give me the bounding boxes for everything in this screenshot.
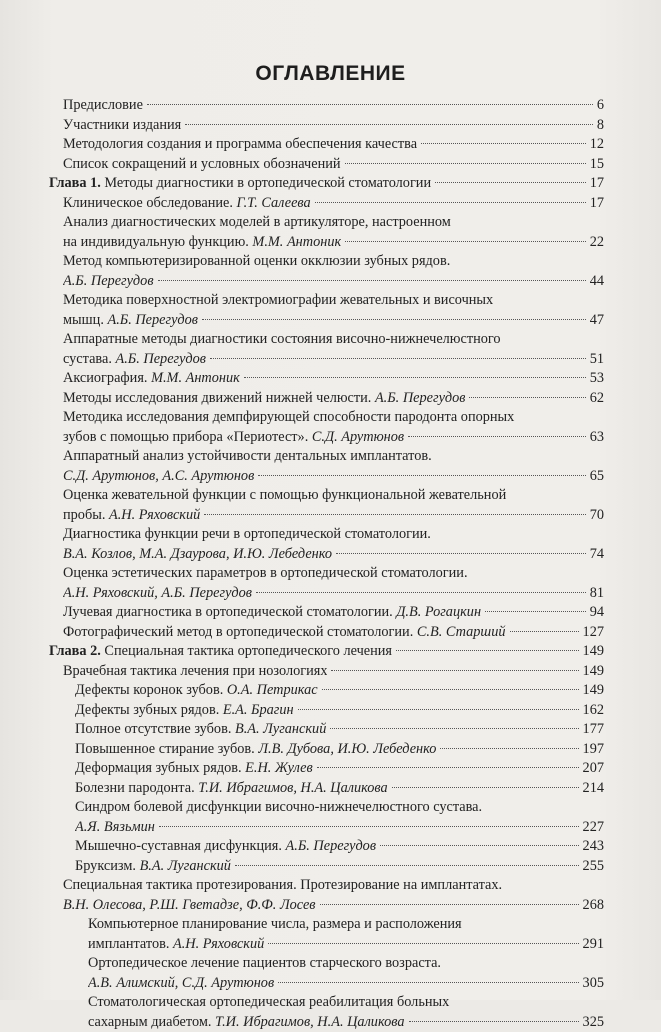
toc-line-text <box>63 369 240 389</box>
page-number: 227 <box>583 818 604 838</box>
page-number: 243 <box>583 837 604 857</box>
page-title: ОГЛАВЛЕНИЕ <box>0 62 661 86</box>
toc-title: на индивидуальную функцию. <box>63 234 249 250</box>
toc-line <box>63 233 604 253</box>
toc-title: Мышечно-суставная дисфункция. <box>75 838 282 854</box>
page-number: 8 <box>597 116 604 136</box>
toc-title: Ортопедическое лечение пациентов старческого возраста. <box>88 955 441 971</box>
toc-line <box>63 116 604 136</box>
dot-leader <box>185 124 593 125</box>
toc-line <box>75 701 604 721</box>
toc-title: Деформация зубных рядов. <box>75 760 242 776</box>
toc-entry <box>49 291 604 330</box>
page-number: 81 <box>590 584 604 604</box>
toc-line-text <box>63 526 431 542</box>
toc-line-text <box>75 740 436 760</box>
toc-entry <box>49 447 604 486</box>
toc-line-text <box>88 935 264 955</box>
toc-line-text <box>75 837 376 857</box>
toc-title: Дефекты коронок зубов. <box>75 682 223 698</box>
toc-line-text <box>63 311 198 331</box>
toc-line-text <box>63 194 311 214</box>
dot-leader <box>485 611 586 612</box>
toc-entry <box>49 681 604 701</box>
toc-author: С.В. Старший <box>417 624 506 640</box>
toc-line <box>63 291 604 311</box>
toc-line-text <box>63 389 465 409</box>
dot-leader <box>469 397 585 398</box>
toc-chapter <box>49 642 604 662</box>
dot-leader <box>317 767 579 768</box>
page-number: 44 <box>590 272 604 292</box>
toc-author: Г.Т. Салеева <box>237 195 311 211</box>
toc-line <box>63 545 604 565</box>
toc-line-text <box>63 409 514 425</box>
toc-line <box>63 350 604 370</box>
toc-line <box>75 720 604 740</box>
chapter-label: Глава 1. <box>49 175 101 191</box>
dot-leader <box>320 904 579 905</box>
toc-line-text <box>63 292 493 308</box>
page-number: 17 <box>590 174 604 194</box>
toc-title: Методы диагностики в ортопедической стоматологии <box>104 175 431 191</box>
toc-entry <box>49 330 604 369</box>
toc-line-text <box>63 448 432 464</box>
toc-author: А.Н. Ряховский <box>173 936 264 952</box>
page-number: 6 <box>597 96 604 116</box>
toc-line-text <box>63 135 417 155</box>
dot-leader <box>298 709 579 710</box>
toc-title: Список сокращений и условных обозначений <box>63 156 341 172</box>
dot-leader <box>380 845 579 846</box>
toc-entry <box>49 876 604 915</box>
page-number: 162 <box>583 701 604 721</box>
page-number: 94 <box>590 603 604 623</box>
toc-chapter <box>49 174 604 194</box>
toc-title: Повышенное стирание зубов. <box>75 741 255 757</box>
toc-line <box>75 740 604 760</box>
dot-leader <box>159 826 579 827</box>
toc-title: Метод компьютеризированной оценки окклюзии зубных рядов. <box>63 253 450 269</box>
toc-line-text <box>63 584 252 604</box>
page-number: 65 <box>590 467 604 487</box>
toc-author: Т.И. Ибрагимов, Н.А. Цаликова <box>198 780 387 796</box>
dot-leader <box>158 280 586 281</box>
page-number: 255 <box>583 857 604 877</box>
toc-line-text <box>63 214 451 230</box>
toc-entry <box>49 954 604 993</box>
toc-entry <box>49 116 604 136</box>
toc-line <box>75 857 604 877</box>
toc-line <box>63 135 604 155</box>
toc-entry <box>49 662 604 682</box>
toc-title: зубов с помощью прибора «Периотест». <box>63 429 308 445</box>
toc-title: Методы исследования движений нижней челюсти. <box>63 390 371 406</box>
toc-author: В.А. Козлов, М.А. Дзаурова, И.Ю. Лебеденко <box>63 546 332 562</box>
toc-line <box>63 896 604 916</box>
toc-line <box>75 759 604 779</box>
toc-line <box>63 525 604 545</box>
toc-title: Участники издания <box>63 117 181 133</box>
toc-line-text <box>63 331 501 347</box>
toc-title: Стоматологическая ортопедическая реабилитация больных <box>88 994 449 1010</box>
toc-author: А.Б. Перегудов <box>63 273 154 289</box>
toc-title: Бруксизм. <box>75 858 136 874</box>
toc-title: Компьютерное планирование числа, размера и расположения <box>88 916 462 932</box>
toc-author: О.А. Петрикас <box>227 682 318 698</box>
toc-line-text <box>63 662 327 682</box>
toc-entry <box>49 408 604 447</box>
dot-leader <box>336 553 586 554</box>
toc-line <box>63 389 604 409</box>
toc-author: А.В. Алимский, С.Д. Арутюнов <box>88 975 274 991</box>
toc-line-text <box>75 681 318 701</box>
toc-author: А.Б. Перегудов <box>115 351 206 367</box>
toc-author: М.М. Антоник <box>151 370 240 386</box>
dot-leader <box>331 670 578 671</box>
toc-line <box>63 252 604 272</box>
toc-title: Специальная тактика протезирования. Протезирование на имплантатах. <box>63 877 502 893</box>
page-number: 177 <box>583 720 604 740</box>
toc-author: Л.В. Дубова, И.Ю. Лебеденко <box>258 741 436 757</box>
toc-line-text <box>75 759 313 779</box>
toc-line <box>88 974 604 994</box>
page-number: 149 <box>583 662 604 682</box>
toc-line <box>63 311 604 331</box>
page-number: 15 <box>590 155 604 175</box>
toc-entry <box>49 486 604 525</box>
toc-line <box>63 623 604 643</box>
toc-entry <box>49 564 604 603</box>
toc-title: Лучевая диагностика в ортопедической стоматологии. <box>63 604 393 620</box>
page-number: 63 <box>590 428 604 448</box>
dot-leader <box>244 377 586 378</box>
toc-title: Аппаратные методы диагностики состояния височно-нижнечелюстного <box>63 331 501 347</box>
toc-title: Оценка эстетических параметров в ортопедической стоматологии. <box>63 565 468 581</box>
page-number: 47 <box>590 311 604 331</box>
toc-line <box>63 408 604 428</box>
toc-title: Методика исследования демпфирующей способности пародонта опорных <box>63 409 514 425</box>
toc-line <box>75 779 604 799</box>
toc-line-text <box>88 955 441 971</box>
toc-line <box>63 272 604 292</box>
toc-entry <box>49 96 604 116</box>
toc-line <box>63 564 604 584</box>
toc-author: М.М. Антоник <box>252 234 341 250</box>
toc-entry <box>49 993 604 1032</box>
toc-entry <box>49 857 604 877</box>
toc-line-text <box>63 603 481 623</box>
dot-leader <box>204 514 585 515</box>
toc-title: Специальная тактика ортопедического лечения <box>104 643 392 659</box>
page-number: 127 <box>583 623 604 643</box>
toc-entry <box>49 213 604 252</box>
toc-entry <box>49 779 604 799</box>
toc-line-text <box>63 506 200 526</box>
dot-leader <box>345 241 586 242</box>
toc-entry <box>49 837 604 857</box>
page-number: 51 <box>590 350 604 370</box>
toc-line <box>88 915 604 935</box>
toc-line-text <box>75 818 155 838</box>
toc-line-text <box>75 720 326 740</box>
page-number: 74 <box>590 545 604 565</box>
toc-author: В.Н. Олесова, Р.Ш. Гветадзе, Ф.Ф. Лосев <box>63 897 316 913</box>
toc-line <box>75 818 604 838</box>
toc-entry <box>49 915 604 954</box>
toc-line <box>75 837 604 857</box>
toc-line-text <box>63 896 316 916</box>
toc-line <box>63 447 604 467</box>
toc-title: Анализ диагностических моделей в артикуляторе, настроенном <box>63 214 451 230</box>
toc-title: Предисловие <box>63 97 143 113</box>
toc-line <box>88 935 604 955</box>
toc-author: А.Н. Ряховский <box>109 507 200 523</box>
toc-line <box>75 681 604 701</box>
toc-line-text <box>63 233 341 253</box>
toc-title: Полное отсутствие зубов. <box>75 721 231 737</box>
toc-author: А.Б. Перегудов <box>107 312 198 328</box>
toc-line-text <box>63 272 154 292</box>
toc-entry <box>49 701 604 721</box>
toc-line-text <box>63 545 332 565</box>
toc-entry <box>49 155 604 175</box>
page-number: 325 <box>583 1013 604 1032</box>
page-number: 70 <box>590 506 604 526</box>
toc-line <box>63 584 604 604</box>
page-number: 305 <box>583 974 604 994</box>
toc-title: Болезни пародонта. <box>75 780 195 796</box>
dot-leader <box>210 358 586 359</box>
toc-author: Е.Н. Жулев <box>245 760 313 776</box>
toc-title: пробы. <box>63 507 105 523</box>
dot-leader <box>435 182 586 183</box>
toc-line-text <box>49 174 431 194</box>
toc-line-text <box>63 487 506 503</box>
toc-line <box>63 467 604 487</box>
toc-line <box>63 876 604 896</box>
page-number: 291 <box>583 935 604 955</box>
toc-line-text <box>88 994 449 1010</box>
toc-line-text <box>75 857 231 877</box>
toc-line <box>49 642 604 662</box>
toc-title: Клиническое обследование. <box>63 195 233 211</box>
toc-line <box>88 993 604 1013</box>
dot-leader <box>408 436 586 437</box>
toc-line-text <box>88 974 274 994</box>
toc-author: Т.И. Ибрагимов, Н.А. Цаликова <box>215 1014 404 1030</box>
toc-entry <box>49 623 604 643</box>
toc-author: А.Н. Ряховский, А.Б. Перегудов <box>63 585 252 601</box>
toc-entry <box>49 194 604 214</box>
toc-line <box>63 486 604 506</box>
toc-title: Оценка жевательной функции с помощью функциональной жевательной <box>63 487 506 503</box>
dot-leader <box>392 787 579 788</box>
toc-entry <box>49 720 604 740</box>
toc-line-text <box>75 799 482 815</box>
page-number: 214 <box>583 779 604 799</box>
toc-line-text <box>49 642 392 662</box>
toc-title: сустава. <box>63 351 112 367</box>
toc-line-text <box>63 253 450 269</box>
dot-leader <box>440 748 578 749</box>
toc-author: А.Б. Перегудов <box>286 838 377 854</box>
toc-line-text <box>63 116 181 136</box>
dot-leader <box>345 163 586 164</box>
toc-line-text <box>63 350 206 370</box>
toc-entry <box>49 252 604 291</box>
page-number: 149 <box>583 642 604 662</box>
toc-title: Методика поверхностной электромиографии жевательных и височных <box>63 292 493 308</box>
toc-entry <box>49 135 604 155</box>
toc-line <box>63 369 604 389</box>
toc-title: Фотографический метод в ортопедической стоматологии. <box>63 624 413 640</box>
toc-line-text <box>75 779 388 799</box>
toc-line <box>63 194 604 214</box>
page-number: 17 <box>590 194 604 214</box>
dot-leader <box>202 319 586 320</box>
page-number: 62 <box>590 389 604 409</box>
toc-entry <box>49 603 604 623</box>
toc-title: имплантатов. <box>88 936 169 952</box>
toc-line-text <box>63 623 506 643</box>
toc-entry <box>49 798 604 837</box>
toc-author: В.А. Луганский <box>140 858 231 874</box>
page-number: 12 <box>590 135 604 155</box>
toc-entry <box>49 525 604 564</box>
toc-author: Е.А. Брагин <box>223 702 294 718</box>
page-number: 22 <box>590 233 604 253</box>
dot-leader <box>235 865 579 866</box>
toc-line <box>63 330 604 350</box>
toc-line <box>63 96 604 116</box>
toc-line <box>63 603 604 623</box>
toc-author: С.Д. Арутюнов <box>312 429 404 445</box>
page-number: 207 <box>583 759 604 779</box>
toc-title: Диагностика функции речи в ортопедической стоматологии. <box>63 526 431 542</box>
toc-author: В.А. Луганский <box>235 721 326 737</box>
toc-line-text <box>63 96 143 116</box>
toc-title: Аксиография. <box>63 370 147 386</box>
toc-line <box>63 662 604 682</box>
dot-leader <box>256 592 586 593</box>
page-number: 149 <box>583 681 604 701</box>
toc-line <box>63 506 604 526</box>
dot-leader <box>322 689 579 690</box>
toc-line-text <box>63 877 502 893</box>
dot-leader <box>510 631 579 632</box>
dot-leader <box>278 982 578 983</box>
chapter-label: Глава 2. <box>49 643 101 659</box>
toc-author: А.Я. Вязьмин <box>75 819 155 835</box>
toc-line-text <box>63 155 341 175</box>
toc-line <box>88 1013 604 1032</box>
toc-title: Дефекты зубных рядов. <box>75 702 219 718</box>
dot-leader <box>147 104 593 105</box>
table-of-contents <box>49 96 604 1032</box>
dot-leader <box>396 650 579 651</box>
dot-leader <box>315 202 586 203</box>
toc-line-text <box>88 1013 405 1032</box>
toc-line-text <box>63 428 404 448</box>
toc-author: А.Б. Перегудов <box>375 390 466 406</box>
dot-leader <box>421 143 586 144</box>
toc-title: Синдром болевой дисфункции височно-нижнечелюстного сустава. <box>75 799 482 815</box>
toc-line-text <box>63 467 254 487</box>
toc-title: Аппаратный анализ устойчивости дентальных имплантатов. <box>63 448 432 464</box>
dot-leader <box>258 475 585 476</box>
page-number: 268 <box>583 896 604 916</box>
toc-author: С.Д. Арутюнов, А.С. Арутюнов <box>63 468 254 484</box>
toc-title: Врачебная тактика лечения при нозологиях <box>63 663 327 679</box>
toc-entry <box>49 740 604 760</box>
toc-title: Методология создания и программа обеспечения качества <box>63 136 417 152</box>
dot-leader <box>330 728 578 729</box>
toc-line <box>63 213 604 233</box>
toc-author: Д.В. Рогацкин <box>396 604 481 620</box>
toc-line-text <box>63 565 468 581</box>
toc-line <box>63 155 604 175</box>
toc-line <box>75 798 604 818</box>
toc-entry <box>49 759 604 779</box>
dot-leader <box>409 1021 579 1022</box>
toc-line-text <box>88 916 462 932</box>
toc-title: сахарным диабетом. <box>88 1014 211 1030</box>
toc-entry <box>49 389 604 409</box>
toc-title: мышц. <box>63 312 104 328</box>
toc-line <box>63 428 604 448</box>
toc-line-text <box>75 701 294 721</box>
page-number: 53 <box>590 369 604 389</box>
toc-line <box>88 954 604 974</box>
dot-leader <box>268 943 578 944</box>
toc-entry <box>49 369 604 389</box>
page-number: 197 <box>583 740 604 760</box>
toc-line <box>49 174 604 194</box>
